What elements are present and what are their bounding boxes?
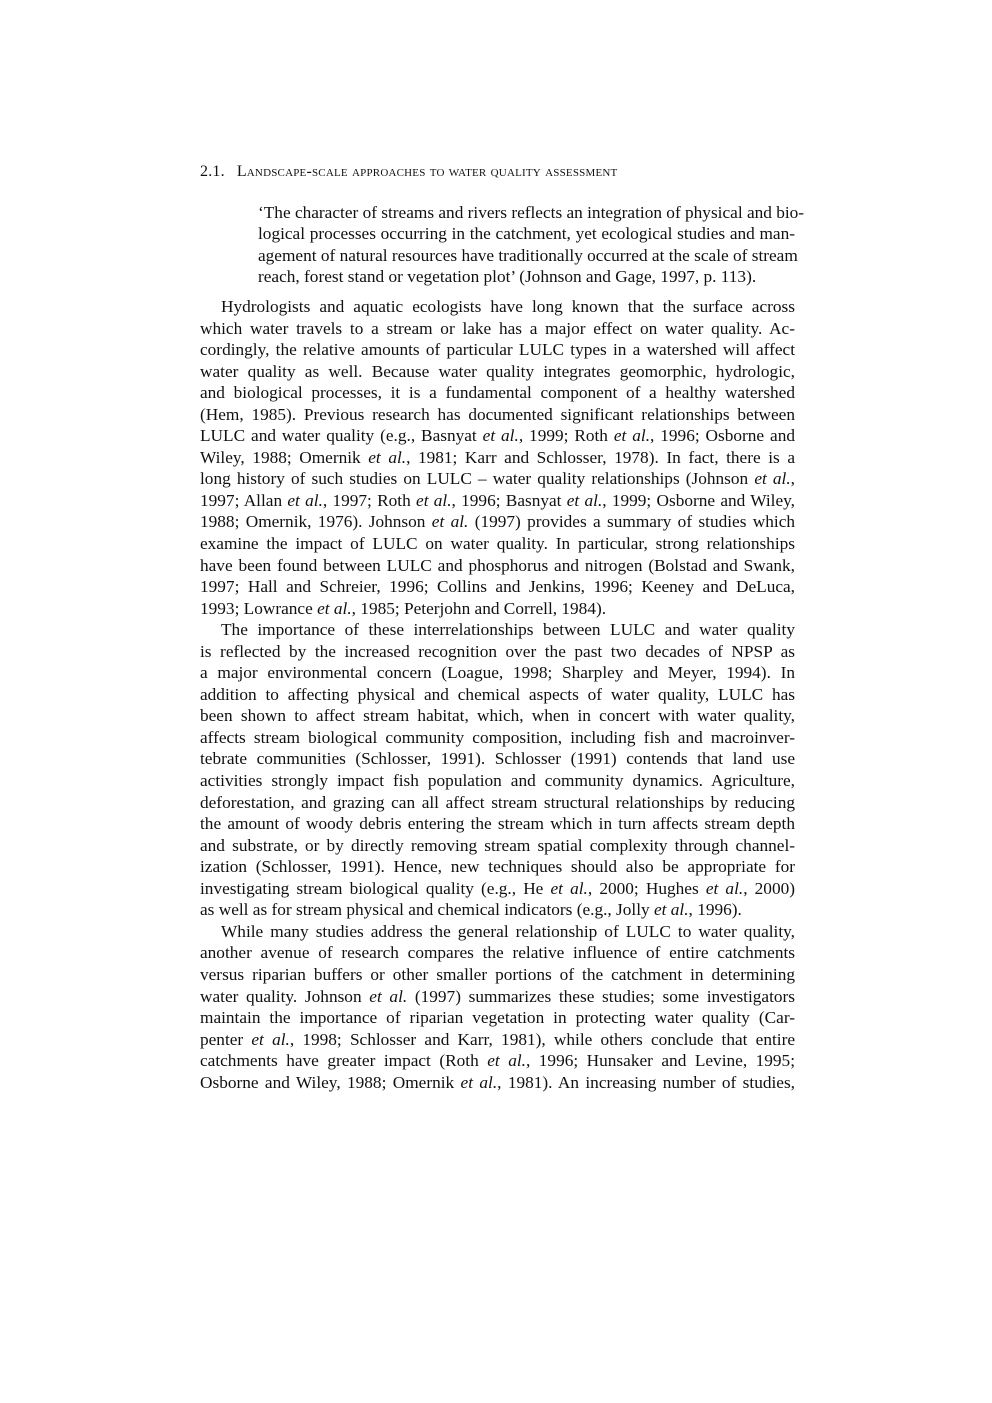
text-line	[200, 576, 795, 598]
text-segment: which water travels to a stream or lake has a major effect on water quality. Ac-	[200, 318, 795, 338]
text-segment: ization (Schlosser, 1991). Hence, new techniques should also be appropriate for	[200, 857, 795, 877]
italic-text: et al.	[416, 490, 452, 510]
text-segment: tebrate communities (Schlosser, 1991). Schlosser (1991) contends that land use	[200, 749, 795, 769]
italic-text: et al.	[705, 878, 744, 898]
italic-text: et al.	[487, 1051, 526, 1071]
block-quote	[258, 202, 805, 288]
text-line	[258, 223, 795, 244]
text-segment: examine the impact of LULC on water quality. In particular, strong relationships	[200, 534, 795, 554]
text-line	[200, 792, 795, 814]
text-line	[200, 986, 795, 1008]
text-segment: The importance of these interrelationships between LULC and water quality	[221, 620, 795, 640]
text-segment: 1997; Allan	[200, 490, 288, 510]
text-segment: affects stream biological community composition, including fish and macroinver-	[200, 727, 795, 747]
text-segment: a major environmental concern (Loague, 1998; Sharpley and Meyer, 1994). In	[200, 663, 795, 683]
text-segment: as well as for stream physical and chemical indicators (e.g., Jolly	[200, 900, 654, 920]
text-line	[200, 447, 795, 469]
text-segment: agement of natural resources have traditionally occurred at the scale of stream	[258, 245, 798, 265]
italic-text: et al.	[251, 1029, 290, 1049]
italic-text: et al.	[653, 900, 689, 920]
text-line	[200, 641, 795, 663]
text-segment: long history of such studies on LULC – water quality relationships (Johnson	[200, 469, 755, 489]
text-segment: , 2000)	[743, 878, 795, 898]
text-segment: reach, forest stand or vegetation plot’ (Johnson and Gage, 1997, p. 113).	[258, 267, 757, 287]
text-segment: and biological processes, it is a fundamental component of a healthy watershed	[200, 383, 795, 403]
italic-text: et al.	[613, 426, 651, 446]
text-line	[200, 899, 795, 921]
text-segment: , 1999; Roth	[518, 426, 614, 446]
paragraph	[200, 921, 795, 1093]
section-number: 2.1.	[200, 163, 225, 180]
italic-text: et al.	[317, 598, 352, 618]
italic-text: et al.	[368, 447, 407, 467]
text-segment: water quality as well. Because water quality integrates geomorphic, hydrologic,	[200, 361, 795, 381]
text-line	[200, 361, 795, 383]
text-segment: have been found between LULC and phosphorus and nitrogen (Bolstad and Swank,	[200, 555, 795, 575]
text-line	[200, 878, 795, 900]
text-segment: penter	[200, 1029, 252, 1049]
text-line	[200, 382, 795, 404]
text-line	[200, 705, 795, 727]
text-segment: is reflected by the increased recognition over the past two decades of NPSP as	[200, 641, 795, 661]
text-segment: ,	[790, 469, 795, 489]
text-line	[200, 339, 795, 361]
text-segment: versus riparian buffers or other smaller portions of the catchment in determining	[200, 964, 795, 984]
text-line	[200, 533, 795, 555]
text-line	[200, 619, 795, 641]
text-segment: Osborne and Wiley, 1988; Omernik	[200, 1072, 461, 1092]
text-segment: , 1996; Hunsaker and Levine, 1995;	[525, 1051, 796, 1071]
text-line	[200, 1072, 795, 1094]
text-line	[200, 318, 795, 340]
text-line	[200, 942, 795, 964]
text-line	[200, 468, 795, 490]
text-segment: , 1996; Basnyat	[451, 490, 567, 510]
text-segment: cordingly, the relative amounts of particular LULC types in a watershed will affect	[200, 340, 795, 360]
text-line	[200, 404, 795, 426]
text-line	[200, 662, 795, 684]
italic-text: et al.	[369, 986, 408, 1006]
text-segment: addition to affecting physical and chemical aspects of water quality, LULC has	[200, 684, 795, 704]
text-line	[200, 555, 795, 577]
text-segment: 1997; Hall and Schreier, 1996; Collins and Jenkins, 1996; Keeney and DeLuca,	[200, 577, 795, 597]
text-segment: LULC and water quality (e.g., Basnyat	[200, 426, 483, 446]
italic-text: et al.	[754, 469, 791, 489]
text-segment: While many studies address the general relationship of LULC to water quality,	[221, 921, 795, 941]
italic-text: et al.	[287, 490, 323, 510]
text-line	[200, 921, 795, 943]
text-segment: Hydrologists and aquatic ecologists have long known that the surface across	[221, 297, 795, 316]
text-segment: , 1981; Karr and Schlosser, 1978). In fact, there is a	[406, 447, 795, 467]
text-segment: 1988; Omernik, 1976). Johnson	[200, 512, 432, 532]
text-segment: water quality. Johnson	[200, 986, 370, 1006]
text-line	[200, 964, 795, 986]
italic-text: et al.	[431, 512, 469, 532]
text-segment: activities strongly impact fish population and community dynamics. Agriculture,	[200, 771, 795, 791]
italic-text: et al.	[460, 1072, 498, 1092]
paragraph	[200, 619, 795, 921]
text-segment: (1997) provides a summary of studies which	[468, 512, 796, 532]
text-segment: , 1999; Osborne and Wiley,	[602, 490, 795, 510]
text-line	[200, 1050, 795, 1072]
text-segment: , 1981). An increasing number of studies,	[497, 1072, 795, 1092]
text-line	[200, 684, 795, 706]
text-line	[200, 511, 795, 533]
text-segment: deforestation, and grazing can all affect stream structural relationships by reducing	[200, 792, 795, 812]
text-segment: logical processes occurring in the catchment, yet ecological studies and man-	[258, 224, 795, 244]
text-line	[258, 245, 798, 266]
text-segment: , 1985; Peterjohn and Correll, 1984).	[351, 598, 607, 618]
text-segment: been shown to affect stream habitat, which, when in concert with water quality,	[200, 706, 795, 726]
text-segment: (1997) summarizes these studies; some investigators	[407, 986, 796, 1006]
text-segment: , 1997; Roth	[322, 490, 417, 510]
text-segment: ‘The character of streams and rivers reflects an integration of physical and bio-	[258, 203, 805, 222]
text-segment: Wiley, 1988; Omernik	[200, 447, 369, 467]
body-text	[200, 296, 795, 1093]
text-line	[200, 727, 795, 749]
italic-text: et al.	[482, 426, 519, 446]
text-segment: and substrate, or by directly removing stream spatial complexity through channel-	[200, 835, 795, 855]
section-heading	[200, 163, 617, 181]
text-segment: another avenue of research compares the relative influence of entire catchments	[200, 943, 795, 963]
text-segment: , 1996).	[688, 900, 742, 920]
text-line	[200, 835, 795, 857]
text-segment: catchments have greater impact (Roth	[200, 1051, 488, 1071]
text-segment: , 1998; Schlosser and Karr, 1981), while others conclude that entire	[289, 1029, 795, 1049]
text-line	[258, 202, 805, 223]
text-line	[200, 425, 795, 447]
text-line	[200, 1007, 795, 1029]
text-line	[258, 266, 795, 287]
text-line	[200, 770, 795, 792]
text-segment: maintain the importance of riparian vegetation in protecting water quality (Car-	[200, 1008, 795, 1028]
text-segment: (Hem, 1985). Previous research has documented significant relationships between	[200, 404, 795, 424]
text-line	[200, 813, 795, 835]
text-line	[200, 490, 795, 512]
text-segment: investigating stream biological quality (e.g., He	[200, 878, 551, 898]
paragraph	[200, 296, 795, 619]
text-segment: 1993; Lowrance	[200, 598, 318, 618]
text-line	[200, 856, 795, 878]
section-title: Landscape-scale approaches to water quality assessment	[236, 163, 618, 180]
text-segment: , 1996; Osborne and	[650, 426, 795, 446]
text-segment: the amount of woody debris entering the stream which in turn affects stream depth	[200, 814, 795, 834]
italic-text: et al.	[566, 490, 603, 510]
text-line	[200, 748, 795, 770]
text-line	[200, 1029, 795, 1051]
text-segment: , 2000; Hughes	[587, 878, 706, 898]
text-line	[200, 296, 795, 318]
text-line	[200, 598, 795, 620]
italic-text: et al.	[550, 878, 588, 898]
